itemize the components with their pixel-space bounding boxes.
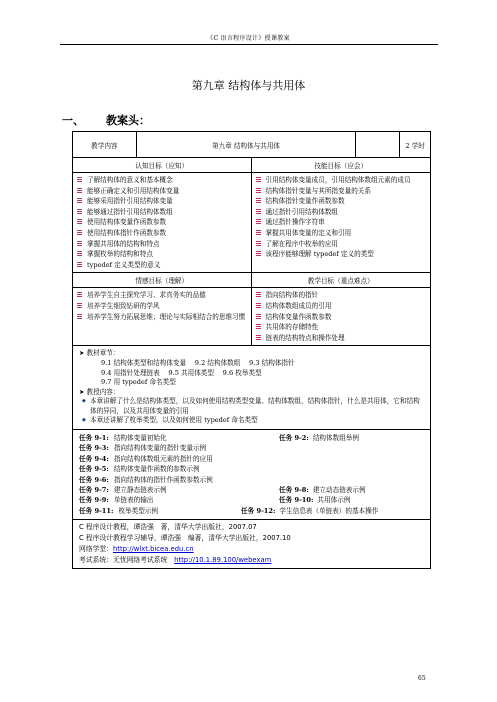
list-item: 引用结构体变量成员，引用结构体数组元素的成员 xyxy=(255,175,428,186)
task-text: 结构体变量初始化 xyxy=(113,434,167,443)
task-line xyxy=(79,443,424,453)
content-value: 第九章 结构体与共用体 xyxy=(137,132,357,157)
task-text: 学生信息表（单链表）的基本操作 xyxy=(279,506,379,515)
affective-header: 情感目标（理解） xyxy=(73,273,252,287)
list-item: 该程序能够理解 typedef 定义的类型 xyxy=(255,249,428,260)
task-label: 任务 9-9: xyxy=(79,496,109,505)
task-line xyxy=(79,475,424,485)
list-item: 了解结构体的意义和基本概念 xyxy=(76,175,248,186)
list-item: 通过指针引用结构体数组 xyxy=(255,207,428,218)
affective-list xyxy=(76,290,248,322)
task-line xyxy=(79,454,424,464)
affective-list-cell xyxy=(73,288,252,345)
task-text: 指向结构体数组元素的指针的应用 xyxy=(113,454,213,463)
content-row xyxy=(73,132,430,158)
cognitive-list-cell xyxy=(73,173,252,272)
content-heading: ➤ 教授内容： xyxy=(79,387,120,396)
list-item: 培养学生努力拓展思维；理论与实际相结合的思维习惯 xyxy=(76,312,248,323)
list-item: 结构体指针变量与其所指变量的关系 xyxy=(255,186,428,197)
empty-cell xyxy=(356,132,400,157)
task-label: 任务 9-11: xyxy=(79,506,114,515)
section-heading xyxy=(62,112,172,128)
task-text: 结构体变量作函数的参数示例 xyxy=(113,465,200,474)
keypoints-list-cell xyxy=(252,288,431,345)
list-item: 掌握共用体变量的定义和引用 xyxy=(255,228,428,239)
list-item: 能够正确定义和引用结构体变量 xyxy=(76,186,248,197)
list-item: 掌握共用体的结构和特点 xyxy=(76,239,248,250)
cognitive-list xyxy=(76,175,248,270)
section-label: 教案头： xyxy=(106,114,150,127)
references-cell xyxy=(73,520,430,568)
reference-line: C 程序设计教程，谭浩强 著，清华大学出版社，2007.07 xyxy=(79,523,257,532)
list-item: 结构体数组成员的引用 xyxy=(255,301,428,312)
tasks-row xyxy=(73,430,430,520)
task-label: 任务 9-10: xyxy=(279,496,314,505)
content-label: 教学内容 xyxy=(73,132,137,157)
list-item: 培养学生自主探究学习、求真务实的品德 xyxy=(76,290,248,301)
list-item: 共用体的存储特性 xyxy=(255,322,428,333)
task-text: 结构体数组举例 xyxy=(312,434,359,443)
section-number: 一、 xyxy=(62,114,84,127)
chapter-title: 第九章 结构体与共用体 xyxy=(191,79,306,92)
task-line xyxy=(79,506,424,516)
chapters-heading: ➤ 教材章节： xyxy=(79,349,120,358)
task-line xyxy=(79,495,424,505)
task-text: 建立动态链表示例 xyxy=(312,486,366,495)
tasks-cell xyxy=(73,430,430,519)
task-text: 枚举类型示例 xyxy=(118,506,158,515)
skill-list xyxy=(255,175,428,260)
task-label: 任务 9-3: xyxy=(79,444,109,453)
skill-header: 技能目标（应会） xyxy=(314,162,368,170)
task-label: 任务 9-7: xyxy=(79,486,109,495)
task-text: 单链表的输出 xyxy=(113,496,154,505)
cognitive-header: 认知目标（应知） xyxy=(73,158,252,172)
list-item: 结构体变量作函数参数 xyxy=(255,312,428,323)
reference-line: 考试系统：无忧网络考试系统 http://10.1.89.100/webexam xyxy=(79,556,272,565)
list-item: 通过指针操作字符串 xyxy=(255,217,428,228)
task-label: 任务 9-8: xyxy=(279,486,309,495)
list-item: 结构体指针变量作函数参数 xyxy=(255,196,428,207)
list-item: 使用结构体指针作函数参数 xyxy=(76,228,248,239)
task-label: 任务 9-2: xyxy=(279,434,309,443)
list-item: 能够通过指针引用结构体数组 xyxy=(76,207,248,218)
list-item: typedef 定义类型的意义 xyxy=(76,260,248,271)
task-text: 指向结构体变量的指针变量示例 xyxy=(113,444,207,453)
task-label: 任务 9-4: xyxy=(79,454,109,463)
task-label: 任务 9-1: xyxy=(79,434,109,443)
page-number: 65 xyxy=(418,675,426,682)
task-text: 指向结构体的指针作函数参数示例 xyxy=(113,475,213,484)
content-item: ◆ 本章讲解了什么是结构体类型，以及如何使用结构类型变量、结构体数组、结构体指针，什么是共用体，它和结构体的异同，以及共用体变量的引用 xyxy=(79,397,424,416)
objectives1-row xyxy=(73,173,430,273)
chapters-line: 9.4 用指针处理链表 9.5 共用体类型 9.6 枚举类型 xyxy=(101,368,262,377)
chapters-line: 9.1 结构体类型和结构体变量 9.2 结构体数组 9.3 结构体指针 xyxy=(101,358,295,367)
materials-cell xyxy=(73,346,430,429)
task-text: 共用体示例 xyxy=(317,496,351,505)
list-item: 能够采用指针引用结构体变量 xyxy=(76,196,248,207)
objectives2-row xyxy=(73,288,430,346)
task-second xyxy=(241,506,378,516)
task-line xyxy=(79,464,424,474)
network-classroom-link[interactable]: http://wlxt.bicea.edu.cn xyxy=(112,545,194,554)
chapters-line: 9.7 用 typedef 命名类型 xyxy=(101,378,176,387)
content-item: ◆ 本章还讲解了枚举类型，以及如何使用 typedef 命名类型 xyxy=(79,416,424,426)
task-second xyxy=(279,495,350,505)
objectives2-header-row xyxy=(73,273,430,288)
task-label: 任务 9-12: xyxy=(241,506,276,515)
task-label: 任务 9-6: xyxy=(79,475,109,484)
task-label: 任务 9-5: xyxy=(79,465,109,474)
list-item: 掌握枚举的结构和特点 xyxy=(76,249,248,260)
arrow-icon: ➤ xyxy=(79,349,85,358)
materials-row xyxy=(73,346,430,430)
list-item: 使用结构体变量作函数参数 xyxy=(76,217,248,228)
task-second xyxy=(279,485,366,495)
keypoints-header: 教学目标（重点难点） xyxy=(307,277,374,286)
header-rule xyxy=(60,44,438,45)
task-text: 建立静态链表示例 xyxy=(113,486,167,495)
references-row xyxy=(73,520,430,568)
task-second xyxy=(279,433,359,443)
arrow-icon: ➤ xyxy=(79,387,85,396)
task-line xyxy=(79,485,424,495)
hours-value: 2 学时 xyxy=(405,141,425,150)
reference-line: C 程序设计教程学习辅导，谭浩强 编著，清华大学出版社，2007.10 xyxy=(79,534,291,543)
keypoints-list xyxy=(255,290,428,343)
list-item: 链表的结构特点和操作处理 xyxy=(255,333,428,344)
skill-list-cell xyxy=(252,173,431,272)
running-header: 《C 语言程序设计》授课教案 xyxy=(207,35,290,42)
objectives1-header-row xyxy=(73,158,430,173)
task-line xyxy=(79,433,424,443)
exam-system-link[interactable]: http://10.1.89.100/webexam xyxy=(174,556,272,565)
reference-line: 网络学堂：http://wlxt.bicea.edu.cn xyxy=(79,545,194,554)
lesson-plan-table xyxy=(72,131,431,569)
list-item: 培养学生细致钻研的学风 xyxy=(76,301,248,312)
list-item: 了解在程序中枚举的应用 xyxy=(255,239,428,250)
list-item: 指向结构体的指针 xyxy=(255,290,428,301)
